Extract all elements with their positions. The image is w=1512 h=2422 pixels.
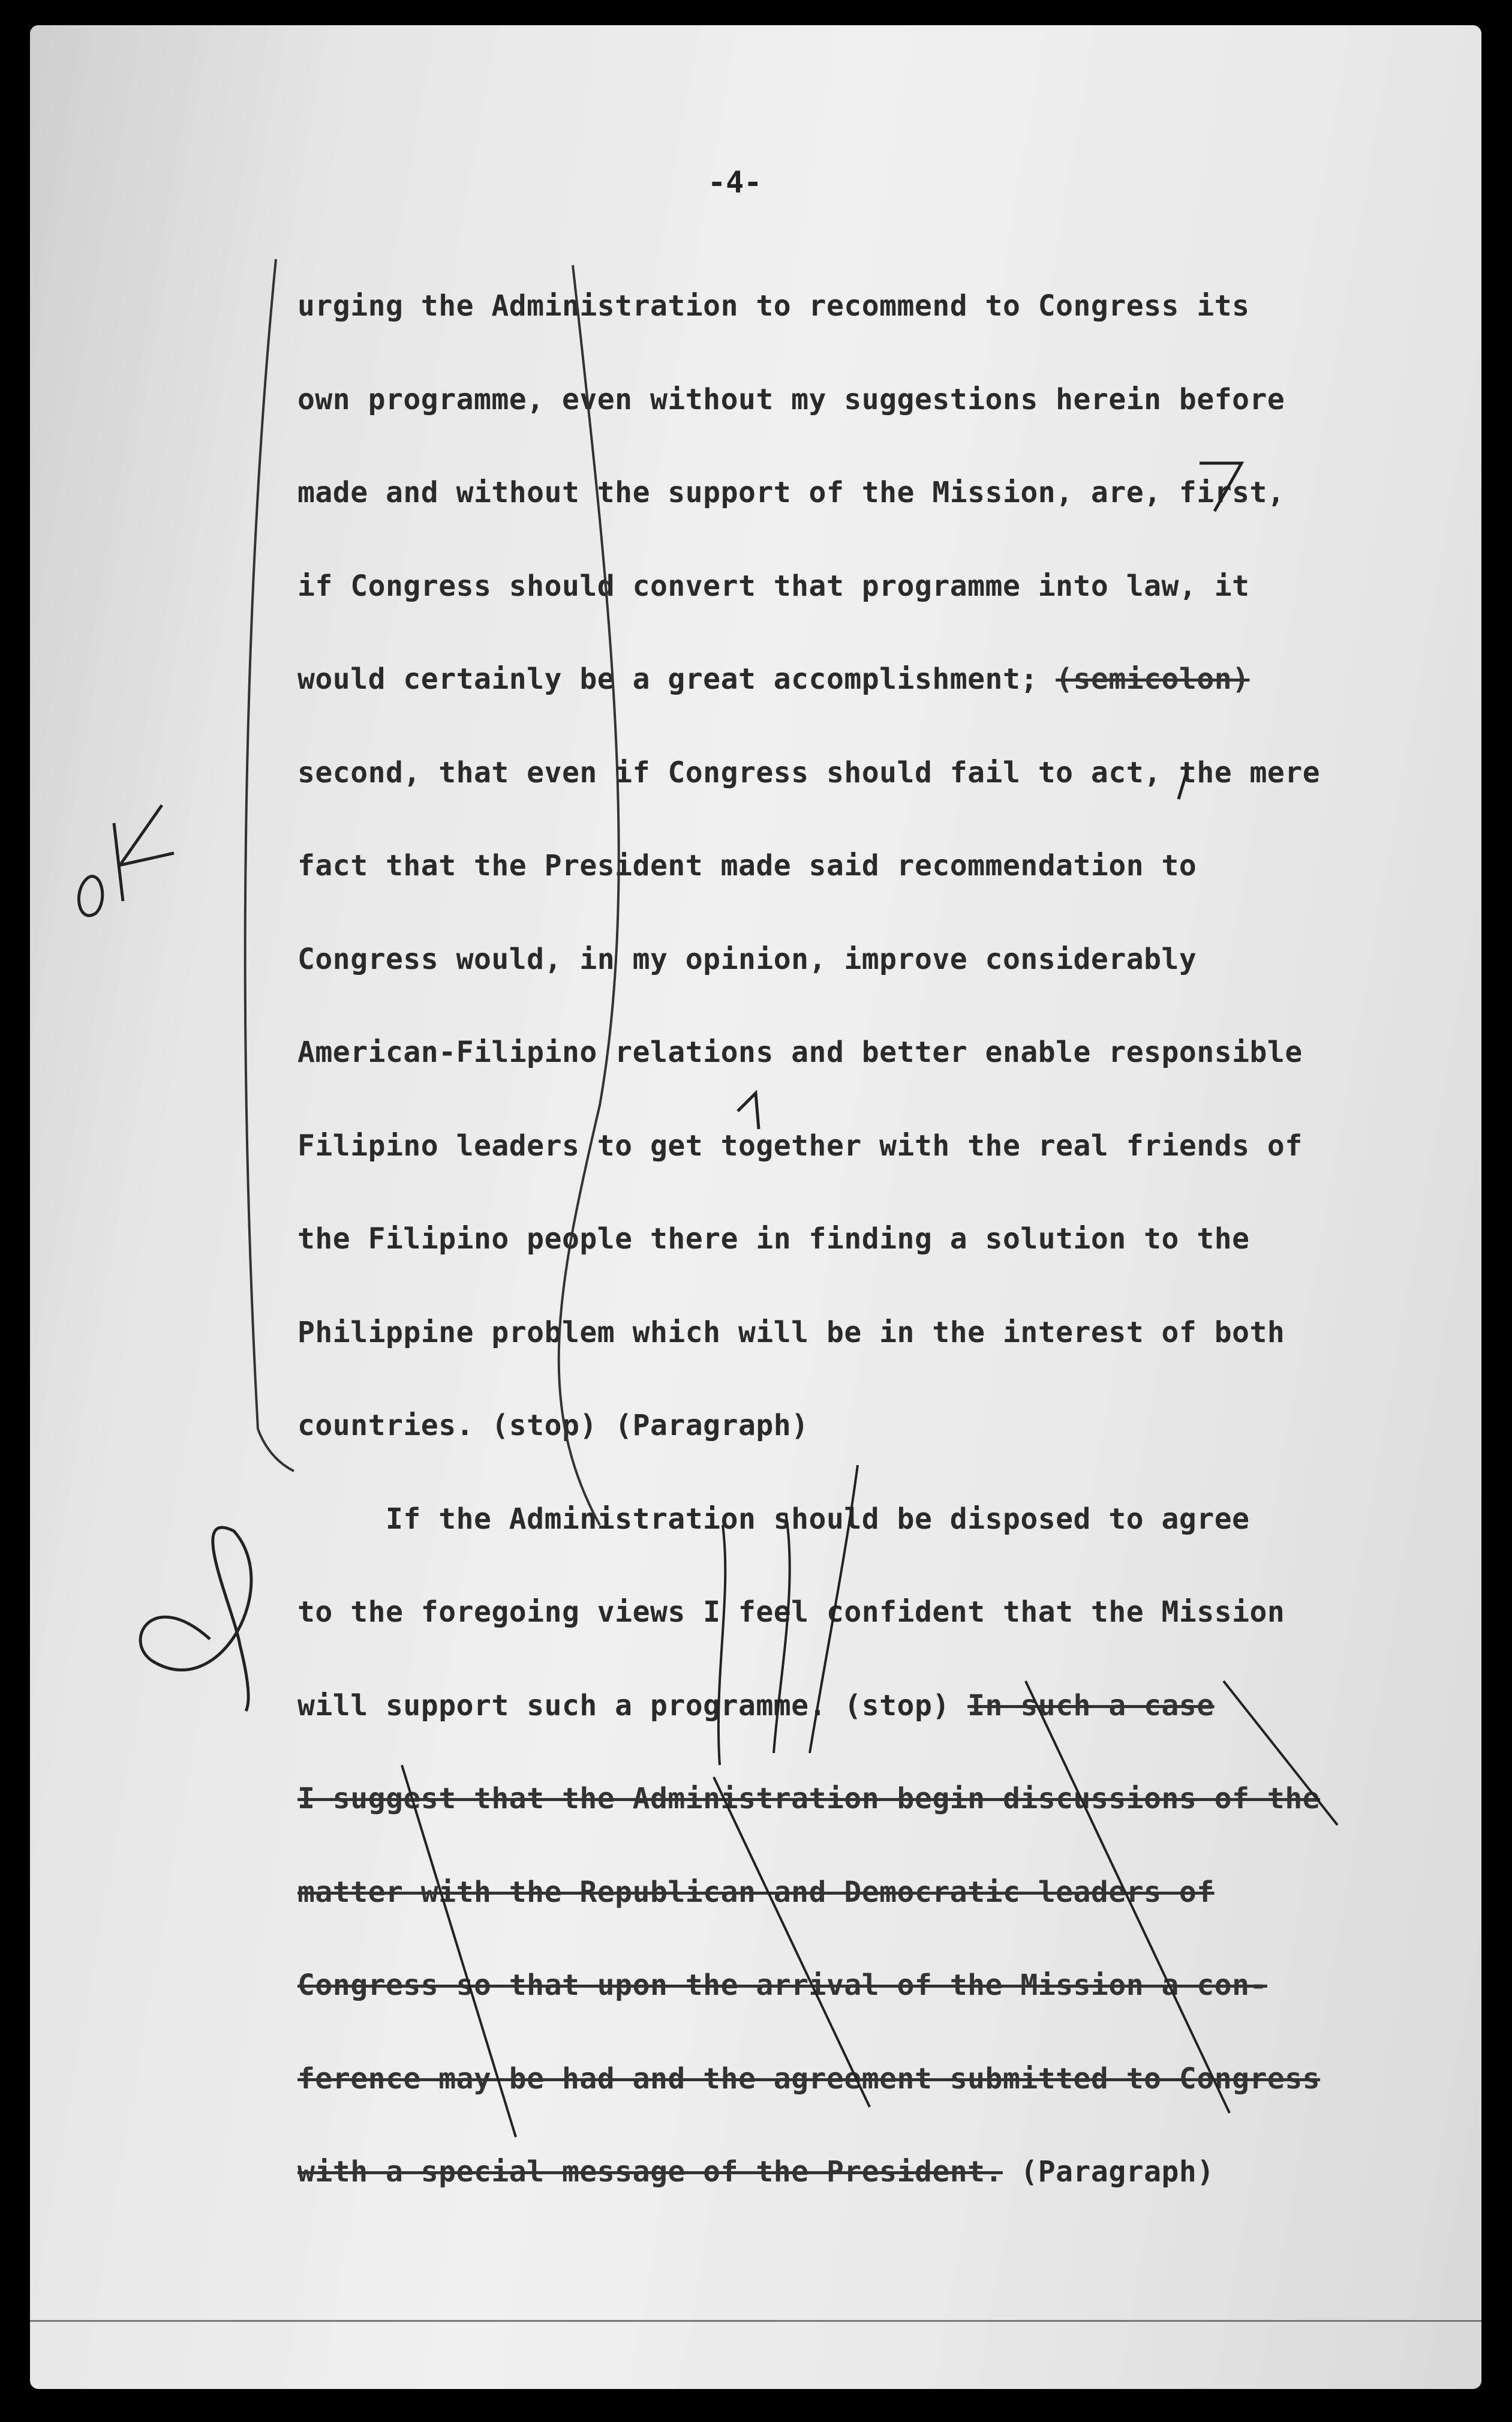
- ok-margin-note: [79, 805, 174, 916]
- page-bottom-rule: [30, 2320, 1481, 2322]
- deletion-cross-hatch: [402, 1465, 1337, 2137]
- line-text: if Congress should convert that programme into law, it: [297, 569, 1250, 603]
- line-text-after: (Paragraph): [1002, 2155, 1215, 2189]
- line-text: second, that even if Congress should fail to act, the mere: [297, 755, 1321, 790]
- struck-text: matter with the Republican and Democratic leaders of: [297, 1875, 1215, 1909]
- vertical-pen-stroke: [559, 265, 619, 1525]
- line-text: countries. (stop) (Paragraph): [297, 1409, 809, 1442]
- loop-mark: [140, 1527, 251, 1711]
- struck-text: I suggest that the Administration begin discussions of the: [297, 1782, 1321, 1815]
- line-text: the Filipino people there in finding a solution to the: [297, 1222, 1250, 1256]
- line-text: made and without the support of the Mission, are, first,: [297, 476, 1285, 509]
- line-text: Filipino leaders to get together with the real friends of: [297, 1129, 1303, 1163]
- page-number: -4-: [708, 165, 762, 200]
- struck-text: with a special message of the President.: [297, 2155, 1003, 2189]
- line-text: Congress would, in my opinion, improve considerably: [297, 942, 1197, 976]
- line-text: own programme, even without my suggestions herein before: [297, 382, 1285, 416]
- margin-bracket-mark: [245, 259, 276, 1429]
- struck-text: (semicolon): [1056, 662, 1250, 696]
- line-text: would certainly be a great accomplishment;: [297, 662, 1056, 696]
- line-text: will support such a programme. (stop): [297, 1688, 968, 1722]
- line-text: American-Filipino relations and better enable responsible: [297, 1036, 1303, 1069]
- line-text: If the Administration should be disposed to agree: [297, 1502, 1250, 1536]
- line-text: fact that the President made said recommendation to: [297, 849, 1197, 883]
- line-text: to the foregoing views I feel confident that the Mission: [297, 1595, 1285, 1629]
- handwritten-annotations: [30, 25, 1481, 2389]
- insertion-marks: [738, 463, 1242, 1129]
- line-text: urging the Administration to recommend to Congress its: [297, 289, 1250, 323]
- struck-text: In such a case: [967, 1688, 1215, 1722]
- struck-text: Congress so that upon the arrival of the Mission a con-: [297, 1968, 1267, 2002]
- document-page: [30, 25, 1481, 2389]
- struck-text: ference may be had and the agreement submitted to Congress: [297, 2061, 1321, 2096]
- line-text: Philippine problem which will be in the interest of both: [297, 1315, 1285, 1349]
